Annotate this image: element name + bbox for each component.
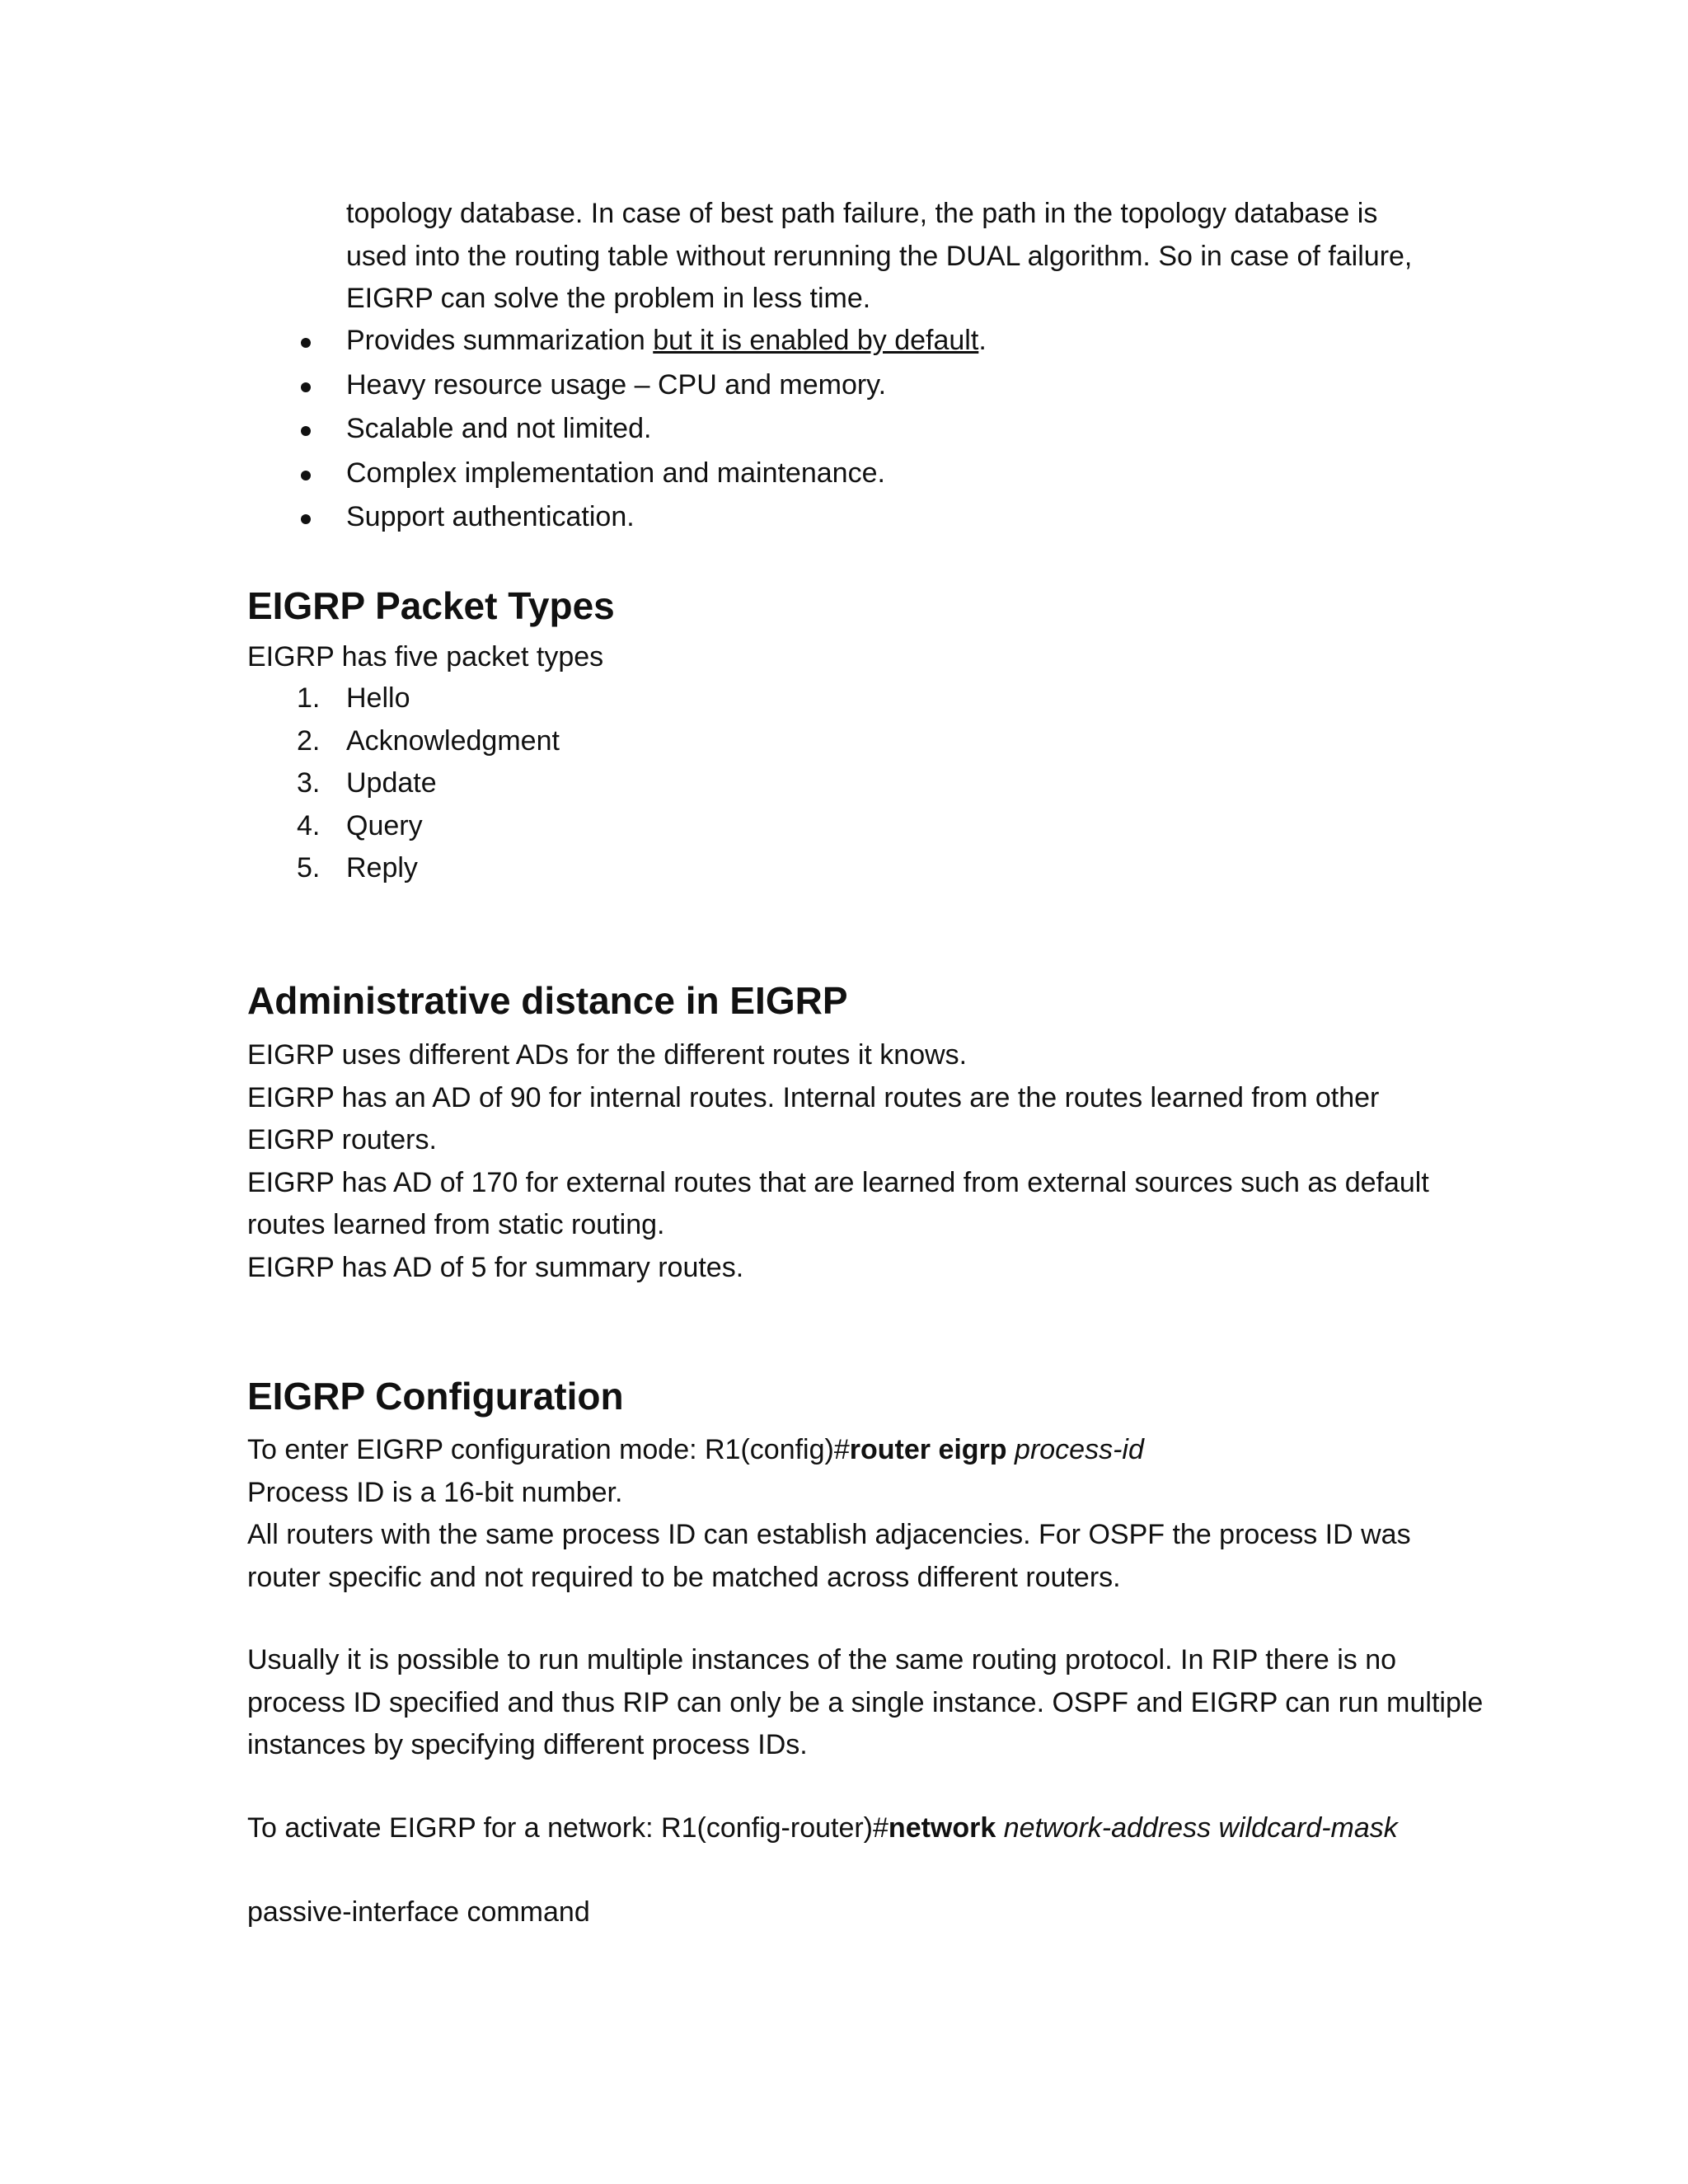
activate-arguments: network-address wildcard-mask <box>1003 1812 1398 1844</box>
admin-distance-line: EIGRP has AD of 170 for external routes that are learned from external sources such as default <box>247 1166 1429 1198</box>
list-item-number: 4. <box>297 809 321 841</box>
activate-line <box>247 1807 1442 1850</box>
feature-bullet-list <box>346 319 1442 540</box>
list-item-label: Reply <box>346 852 418 883</box>
bullet-item <box>346 407 1442 452</box>
list-item <box>297 805 1442 848</box>
list-item-label: Acknowledgment <box>346 724 560 757</box>
bullet-item <box>346 495 1442 540</box>
list-item-number: 5. <box>297 852 321 883</box>
list-item-label: Query <box>346 809 423 841</box>
enter-mode-command: router eigrp <box>849 1434 1007 1465</box>
continuation-line: topology database. In case of best path failure, the path in the topology database is <box>346 198 1378 229</box>
packet-types-heading: EIGRP Packet Types <box>247 584 615 627</box>
configuration-heading: EIGRP Configuration <box>247 1375 624 1418</box>
list-item <box>297 720 1442 763</box>
list-item-label: Update <box>346 767 437 799</box>
bullet-text: Scalable and not limited. <box>346 413 652 444</box>
admin-distance-line: EIGRP uses different ADs for the different routes it knows. <box>247 1039 968 1071</box>
bullet-icon <box>301 514 311 524</box>
instances-line: Usually it is possible to run multiple instances of the same routing protocol. In RIP there is no <box>247 1644 1397 1675</box>
bullet-text: Support authentication. <box>346 501 635 532</box>
adjacency-line: router specific and not required to be matched across different routers. <box>247 1561 1121 1593</box>
list-item-label: Hello <box>346 682 410 714</box>
bullet-icon <box>301 338 311 348</box>
bullet-icon <box>301 471 311 480</box>
instances-paragraph <box>247 1639 1484 1767</box>
enter-mode-text: To enter EIGRP configuration mode: R1(config)# <box>247 1434 850 1465</box>
list-item-number: 3. <box>297 767 321 799</box>
activate-space <box>996 1812 1003 1844</box>
packet-types-intro: EIGRP has five packet types <box>247 641 604 673</box>
enter-mode-argument: process-id <box>1015 1434 1144 1465</box>
packet-types-list <box>297 677 1442 890</box>
bullet-text-end: . <box>978 325 987 356</box>
activate-command: network <box>888 1812 996 1844</box>
list-item-number: 1. <box>297 682 321 714</box>
admin-distance-line: EIGRP has AD of 5 for summary routes. <box>247 1251 744 1283</box>
admin-distance-line: EIGRP routers. <box>247 1124 437 1155</box>
activate-text: To activate EIGRP for a network: R1(config-router)# <box>247 1812 889 1844</box>
bullet-text: Complex implementation and maintenance. <box>346 457 885 489</box>
list-item <box>297 677 1442 720</box>
admin-distance-line: EIGRP has an AD of 90 for internal routes. Internal routes are the routes learned from other <box>247 1081 1380 1113</box>
instances-line: process ID specified and thus RIP can only be a single instance. OSPF and EIGRP can run multiple <box>247 1686 1484 1718</box>
bullet-icon <box>301 426 311 436</box>
bullet-icon <box>301 382 311 392</box>
continuation-line: EIGRP can solve the problem in less time. <box>346 283 871 314</box>
passive-interface-line: passive-interface command <box>247 1896 590 1928</box>
list-item <box>297 762 1442 805</box>
list-item-number: 2. <box>297 724 321 757</box>
continuation-line: used into the routing table without rerunning the DUAL algorithm. So in case of failure, <box>346 240 1413 272</box>
enter-mode-line <box>247 1429 1442 1472</box>
admin-distance-heading: Administrative distance in EIGRP <box>247 979 848 1022</box>
enter-mode-space <box>1007 1434 1015 1465</box>
list-item <box>297 847 1442 890</box>
bullet-underlined-text: but it is enabled by default <box>653 325 979 356</box>
bullet-item <box>346 452 1442 496</box>
bullet-text: Provides summarization <box>346 325 654 356</box>
bullet-text: Heavy resource usage – CPU and memory. <box>346 368 887 401</box>
bullet-item <box>346 319 1442 363</box>
configuration-paragraph <box>247 1429 1442 1599</box>
admin-distance-line: routes learned from static routing. <box>247 1209 665 1240</box>
adjacency-line: All routers with the same process ID can establish adjacencies. For OSPF the process ID was <box>247 1519 1411 1550</box>
bullet-item <box>346 363 1442 408</box>
process-id-line: Process ID is a 16-bit number. <box>247 1476 623 1508</box>
continuation-paragraph <box>346 193 1442 321</box>
instances-line: instances by specifying different process IDs. <box>247 1729 808 1760</box>
admin-distance-paragraph <box>247 1034 1442 1289</box>
